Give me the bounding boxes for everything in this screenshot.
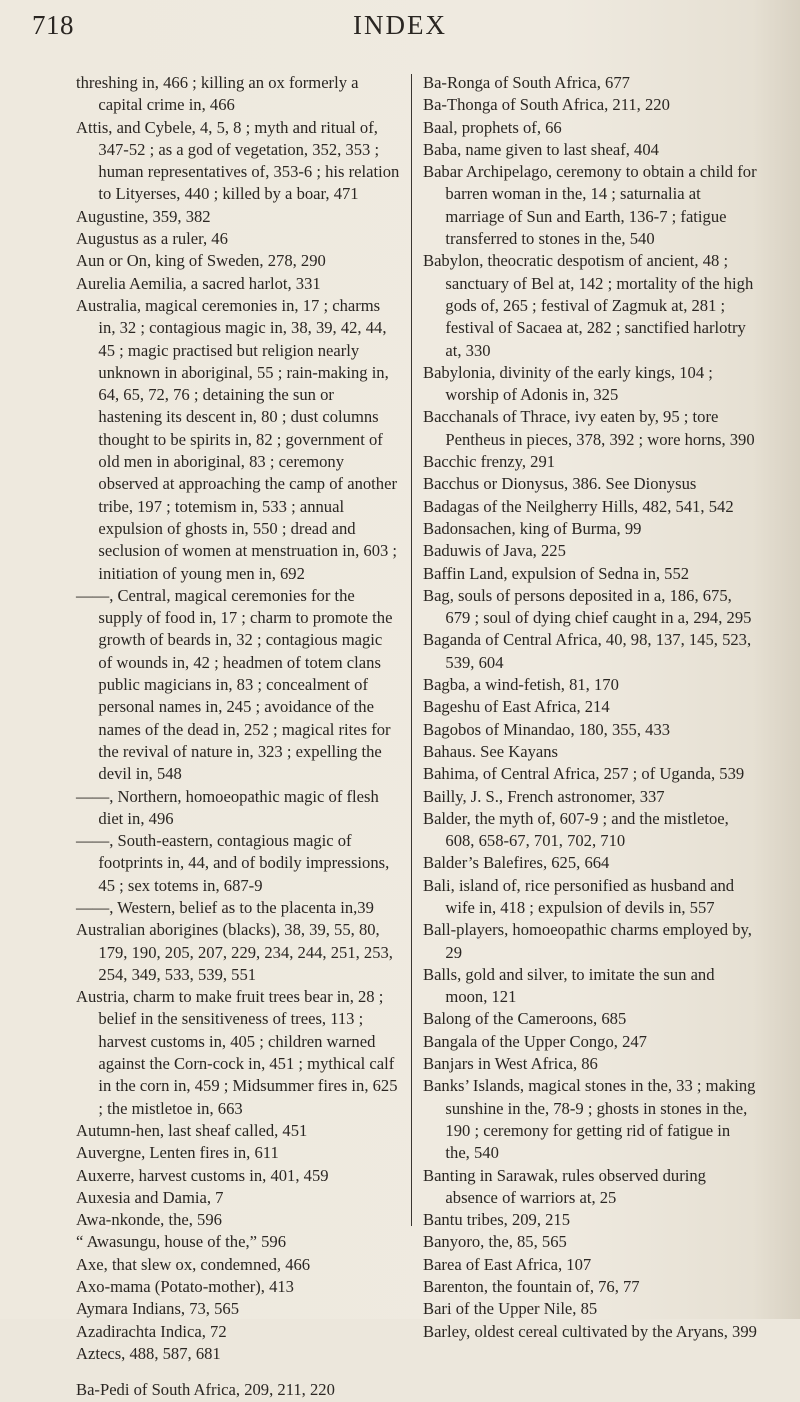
index-entry: Axe, that slew ox, condemned, 466 xyxy=(76,1254,311,1274)
index-entry: Australian aborigines (blacks), 38, 39, 55, 80, 179, 190, 205, 207, 229, 234, 244, 251, 253, 254, 349, 533, 539, 551 xyxy=(76,920,393,984)
index-entry: Babylonia, divinity of the early kings, 104 ; worship of Adonis in, 325 xyxy=(423,362,713,405)
index-entry: Ba-Ronga of South Africa, 677 xyxy=(423,73,630,92)
index-entry: Bahima, of Central Africa, 257 ; of Uganda, 539 xyxy=(423,764,745,784)
index-entry: Attis, and Cybele, 4, 5, 8 ; myth and ritual of, 347-52 ; as a god of vegetation, 352, 353 ; human representatives of, 353-6 ; his relation to Lityerses, 440 ; killed by a boar, 471 xyxy=(76,117,400,204)
index-subentry: ——, Western, belief as to the placenta in,39 xyxy=(76,897,374,917)
index-entry: “ Awasungu, house of the,” 596 xyxy=(76,1232,287,1252)
index-subentry: ——, South-eastern, contagious magic of footprints in, 44, and of bodily impressions, 45 ; sex totems in, 687-9 xyxy=(76,831,390,895)
index-entry: Bacchic frenzy, 291 xyxy=(423,452,556,472)
index-entry: Bagba, a wind-fetish, 81, 170 xyxy=(423,675,619,695)
index-entry: Autumn-hen, last sheaf called, 451 xyxy=(76,1120,308,1140)
index-entry: Baba, name given to last sheaf, 404 xyxy=(423,139,659,159)
index-entry: Barea of East Africa, 107 xyxy=(423,1254,592,1274)
index-entry: Aztecs, 488, 587, 681 xyxy=(76,1343,221,1363)
page-number: 718 xyxy=(32,10,74,40)
index-entry: Balder’s Balefires, 625, 664 xyxy=(423,853,610,873)
index-entry: Balder, the myth of, 607-9 ; and the mistletoe, 608, 658-67, 701, 702, 710 xyxy=(423,808,729,851)
index-entry: Bali, island of, rice personified as husband and wife in, 418 ; expulsion of devils in, 557 xyxy=(423,875,735,917)
index-entry: Baduwis of Java, 225 xyxy=(423,541,566,561)
index-subentry: ——, Central, magical ceremonies for the supply of food in, 17 ; charm to promote the growth of beards in, 32 ; contagious magic of wounds in, 42 ; headmen of totem clans public magicians in, 83 ; concealment of personal names in, 245 ; avoidance of the names of the dead in, 252 ; magical rites for the revival of nature in, 323 ; expelling the devil in, 548 xyxy=(76,585,393,784)
index-entry: Bagobos of Minandao, 180, 355, 433 xyxy=(423,719,671,739)
index-entry: Banjars in West Africa, 86 xyxy=(423,1054,598,1074)
index-entry: Bangala of the Upper Congo, 247 xyxy=(423,1031,647,1051)
index-entry: Augustus as a ruler, 46 xyxy=(76,229,228,249)
index-entry: Bag, souls of persons deposited in a, 186, 675, 679 ; soul of dying chief caught in a, 294, 295 xyxy=(423,585,752,628)
index-entry: Bailly, J. S., French astronomer, 337 xyxy=(423,786,665,806)
index-entry: Bageshu of East Africa, 214 xyxy=(423,697,610,717)
index-entry: Banyoro, the, 85, 565 xyxy=(423,1232,567,1252)
index-entry: Baal, prophets of, 66 xyxy=(423,117,562,137)
index-entry: Auxerre, harvest customs in, 401, 459 xyxy=(76,1165,329,1185)
index-entry: Augustine, 359, 382 xyxy=(76,206,211,226)
index-entry: Bacchus or Dionysus, 386. See Dionysus xyxy=(423,474,697,494)
index-entry: Austria, charm to make fruit trees bear in, 28 ; belief in the sensitiveness of trees, 113 ; harvest customs in, 405 ; children warned against the Corn-cock in, 451 ; mythical calf in the corn in, 459 ; Midsummer fires in, 625 ; the mistletoe in, 663 xyxy=(76,987,398,1118)
index-entry: Australia, magical ceremonies in, 17 ; charms in, 32 ; contagious magic in, 38, 39, 42, 44, 45 ; magic practised but religion nearly unknown in aboriginal, 55 ; rain-making in, 64, 65, 72, 76 ; detaining the sun or hastening its descent in, 80 ; dust columns thought to be spirits in, 82 ; government of old men in aboriginal, 83 ; ceremony observed at approaching the camp of another tribe, 197 ; totemism in, 533 ; annual expulsion of ghosts in, 550 ; dread and seclusion of women at menstruation in, 603 ; initiation of young men in, 692 xyxy=(76,295,398,583)
index-entry: Ball-players, homoeopathic charms employed by, 29 xyxy=(423,920,752,962)
column-divider xyxy=(411,74,412,1226)
index-entry: Ba-Pedi of South Africa, 209, 211, 220 xyxy=(76,1380,335,1400)
index-entry: Auvergne, Lenten fires in, 611 xyxy=(76,1143,279,1163)
index-entry: Bahaus. See Kayans xyxy=(423,741,559,761)
index-entry: Balls, gold and silver, to imitate the sun and moon, 121 xyxy=(423,964,715,1007)
index-subentry: ——, Northern, homoeopathic magic of flesh diet in, 496 xyxy=(76,786,379,828)
left-index-column xyxy=(76,72,400,1402)
index-entry: Axo-mama (Potato-mother), 413 xyxy=(76,1277,294,1297)
index-entry: Aun or On, king of Sweden, 278, 290 xyxy=(76,251,326,271)
index-entry: Banting in Sarawak, rules observed during absence of warriors at, 25 xyxy=(423,1165,706,1207)
index-entry: Barenton, the fountain of, 76, 77 xyxy=(423,1277,640,1297)
running-head: INDEX xyxy=(353,10,447,40)
index-entry: Azadirachta Indica, 72 xyxy=(76,1321,227,1341)
index-entry: Awa-nkonde, the, 596 xyxy=(76,1210,222,1230)
index-entry: Aymara Indians, 73, 565 xyxy=(76,1299,239,1319)
index-entry: Balong of the Cameroons, 685 xyxy=(423,1009,627,1029)
index-entry: Badagas of the Neilgherry Hills, 482, 541, 542 xyxy=(423,496,734,516)
index-entry: threshing in, 466 ; killing an ox formerly a capital crime in, 466 xyxy=(76,73,359,115)
index-entry: Babylon, theocratic despotism of ancient, 48 ; sanctuary of Bel at, 142 ; mortality of the high gods of, 265 ; festival of Zagmuk at, 281 ; festival of Sacaea at, 282 ; sanctified harlotry at, 330 xyxy=(423,251,754,360)
index-entry: Ba-Thonga of South Africa, 211, 220 xyxy=(423,95,670,115)
index-entry: Badonsachen, king of Burma, 99 xyxy=(423,518,642,538)
page-header xyxy=(0,10,800,50)
index-entry: Barley, oldest cereal cultivated by the Aryans, 399 xyxy=(423,1321,757,1341)
index-entry: Bantu tribes, 209, 215 xyxy=(423,1210,571,1230)
index-entry: Auxesia and Damia, 7 xyxy=(76,1187,224,1207)
index-entry: Bacchanals of Thrace, ivy eaten by, 95 ; tore Pentheus in pieces, 378, 392 ; wore horns, 390 xyxy=(423,407,755,449)
index-entry: Baganda of Central Africa, 40, 98, 137, 145, 523, 539, 604 xyxy=(423,630,752,672)
index-entry: Baffin Land, expulsion of Sedna in, 552 xyxy=(423,563,690,583)
index-entry: Banks’ Islands, magical stones in the, 33 ; making sunshine in the, 78-9 ; ghosts in stones in the, 190 ; ceremony for getting rid of fatigue in the, 540 xyxy=(423,1076,756,1163)
right-index-column xyxy=(423,72,757,1343)
index-entry: Babar Archipelago, ceremony to obtain a child for barren woman in the, 14 ; saturnalia at marriage of Sun and Earth, 136-7 ; fatigue transferred to stones in the, 540 xyxy=(423,162,757,249)
index-entry: Aurelia Aemilia, a sacred harlot, 331 xyxy=(76,273,321,293)
index-entry: Bari of the Upper Nile, 85 xyxy=(423,1299,598,1319)
